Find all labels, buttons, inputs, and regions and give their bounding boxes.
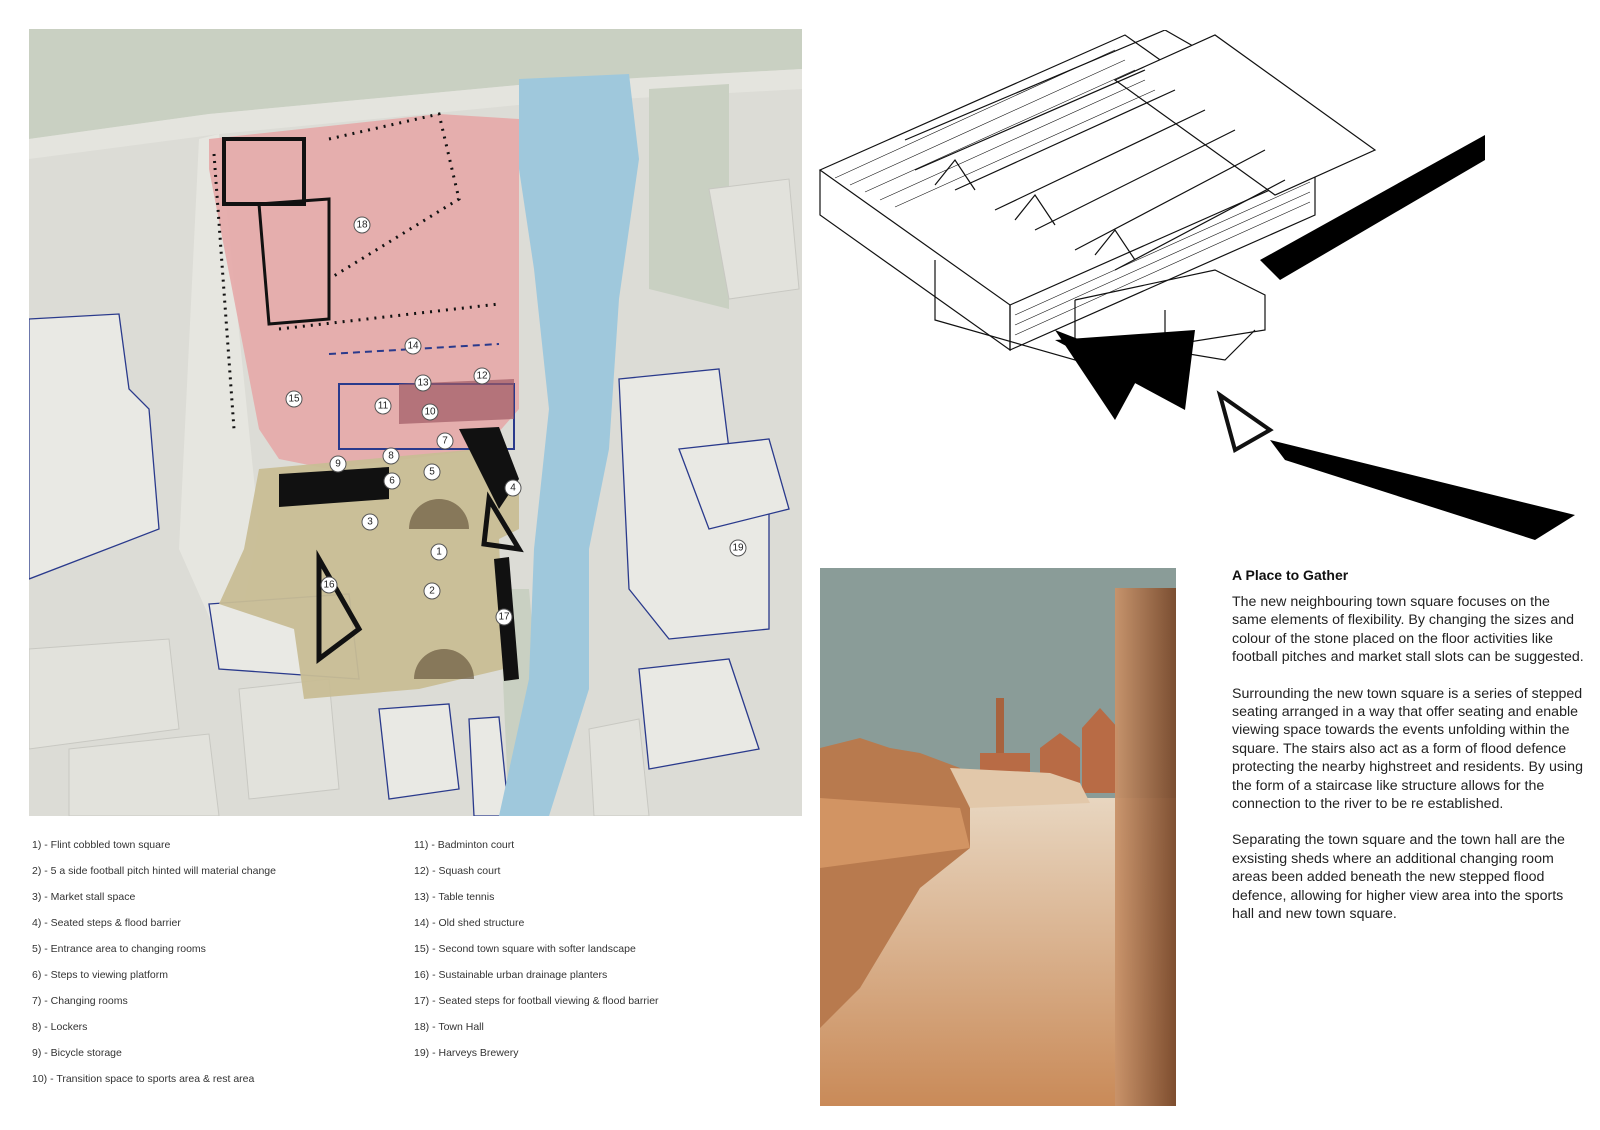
site-plan: [29, 29, 802, 816]
callout-19: [730, 540, 746, 556]
legend-item: 2) - 5 a side football pitch hinted will material change: [32, 865, 276, 877]
callout-6: [384, 473, 400, 489]
foreground-blur: [1115, 588, 1176, 1106]
section-title: A Place to Gather: [1232, 567, 1349, 583]
svg-text:5: 5: [429, 466, 435, 478]
legend-item: 18) - Town Hall: [414, 1021, 484, 1033]
svg-text:2: 2: [429, 585, 435, 597]
callout-8: [383, 448, 399, 464]
callout-12: [474, 368, 490, 384]
model-chimney: [996, 698, 1004, 758]
svg-text:19: 19: [732, 542, 744, 554]
callout-9: [330, 456, 346, 472]
svg-text:12: 12: [476, 370, 488, 382]
svg-text:1: 1: [436, 546, 442, 558]
legend-item: 14) - Old shed structure: [414, 917, 525, 929]
svg-text:11: 11: [377, 400, 389, 412]
callout-1: [431, 544, 447, 560]
legend-item: 7) - Changing rooms: [32, 995, 128, 1007]
legend-item: 11) - Badminton court: [414, 839, 515, 851]
svg-text:8: 8: [388, 450, 394, 462]
legend-item: 4) - Seated steps & flood barrier: [32, 917, 181, 929]
axo-triangle: [1220, 395, 1270, 450]
svg-text:3: 3: [367, 516, 373, 528]
paragraph: Separating the town square and the town hall are the exsisting sheds where an additional changing room areas been added beneath the new stepped flood defence, allowing for higher view area into the sports hall and new town square.: [1232, 832, 1565, 923]
legend-item: 15) - Second town square with softer landscape: [414, 943, 636, 955]
callout-2: [424, 583, 440, 599]
callout-10: [422, 404, 438, 420]
svg-text:14: 14: [407, 340, 419, 352]
svg-text:13: 13: [417, 377, 429, 389]
legend-item: 13) - Table tennis: [414, 891, 495, 903]
svg-text:4: 4: [510, 482, 516, 494]
svg-text:9: 9: [335, 458, 341, 470]
svg-text:7: 7: [442, 435, 448, 447]
description: [1232, 567, 1584, 942]
callout-7: [437, 433, 453, 449]
callout-5: [424, 464, 440, 480]
legend-item: 16) - Sustainable urban drainage planters: [414, 969, 608, 981]
axo-structure: [820, 30, 1375, 360]
legend-item: 17) - Seated steps for football viewing & flood barrier: [414, 995, 659, 1007]
model-photo: [820, 568, 1176, 1106]
legend-item: 10) - Transition space to sports area & rest area: [32, 1073, 255, 1085]
paragraph: Surrounding the new town square is a series of stepped seating arranged in a way that offer seating and enable viewing space towards the events unfolding within the square. The stairs also act as a form of flood defence protecting the nearby highstreet and residents. By using the form of a staircase like structure allows for the connection to the river to be re established.: [1232, 685, 1583, 813]
legend-item: 3) - Market stall space: [32, 891, 136, 903]
legend-item: 12) - Squash court: [414, 865, 501, 877]
callout-15: [286, 391, 302, 407]
legend-item: 9) - Bicycle storage: [32, 1047, 122, 1059]
callout-16: [321, 577, 337, 593]
callout-13: [415, 375, 431, 391]
callout-14: [405, 338, 421, 354]
paragraph: The new neighbouring town square focuses on the same elements of flexibility. By changing the sizes and colour of the stone placed on the floor activities like football pitches and market stall slots can be suggested.: [1232, 594, 1584, 666]
legend-item: 6) - Steps to viewing platform: [32, 969, 168, 981]
legend-item: 19) - Harveys Brewery: [414, 1047, 519, 1059]
callout-11: [375, 398, 391, 414]
callout-18: [354, 217, 370, 233]
svg-text:10: 10: [424, 406, 436, 418]
callout-3: [362, 514, 378, 530]
legend-item: 1) - Flint cobbled town square: [32, 839, 171, 851]
svg-text:15: 15: [288, 393, 300, 405]
axonometric-drawing: [815, 30, 1575, 550]
callout-17: [496, 609, 512, 625]
legend-left: [32, 838, 402, 1098]
legend-right: [414, 838, 794, 1072]
svg-text:6: 6: [389, 475, 395, 487]
callout-4: [505, 480, 521, 496]
svg-text:16: 16: [323, 579, 335, 591]
legend-item: 5) - Entrance area to changing rooms: [32, 943, 206, 955]
legend-item: 8) - Lockers: [32, 1021, 88, 1033]
svg-text:18: 18: [356, 219, 368, 231]
svg-text:17: 17: [498, 611, 510, 623]
